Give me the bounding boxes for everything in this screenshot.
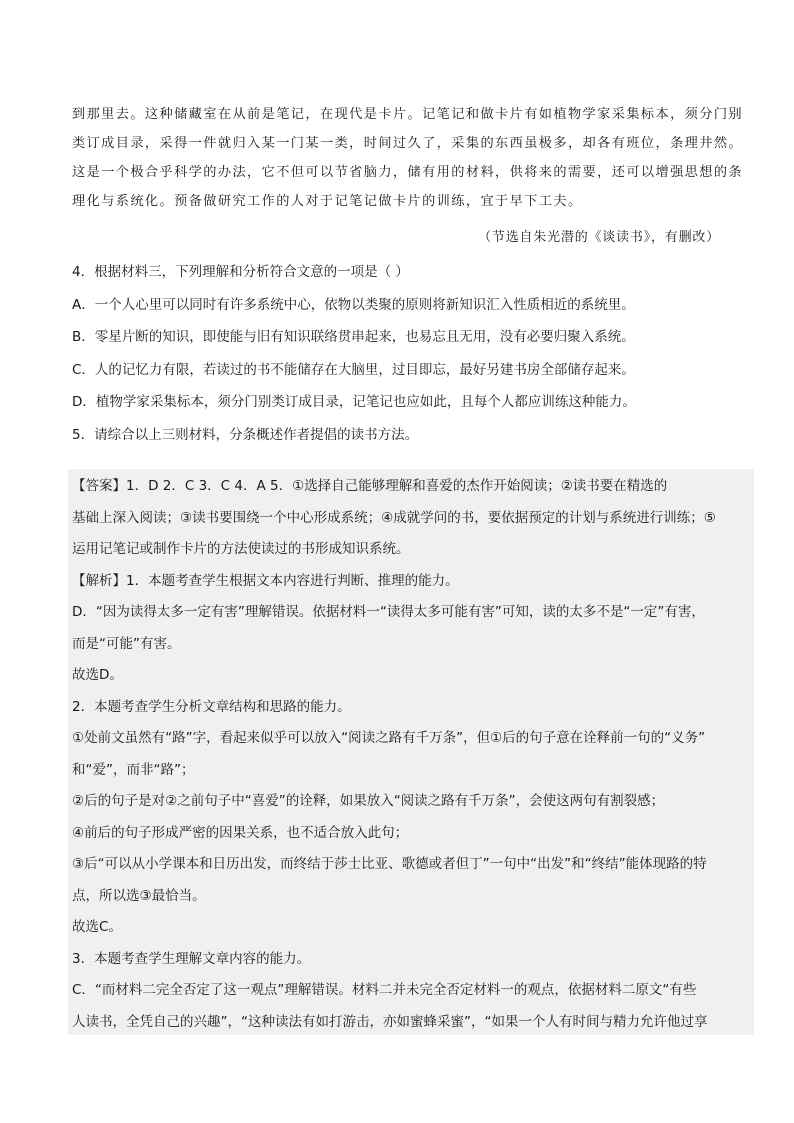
question-list [72, 256, 732, 451]
passage-line: 这是一个极合乎科学的办法，它不但可以节省脑力，储有用的材料，供将来的需要，还可以增强思想的条 [72, 165, 744, 180]
passage-line: 到那里去。这种储藏室在从前是笔记，在现代是卡片。记笔记和做卡片有如植物学家采集标本，须分门别 [72, 107, 744, 122]
question-4-stem: 4．根据材料三，下列理解和分析符合文意的一项是（ ） [72, 264, 409, 280]
analysis-line: 而是“可能”有害。 [72, 635, 181, 652]
question-4-option-b: B．零星片断的知识，即使能与旧有知识联络贯串起来，也易忘且无用，没有必要归聚入系统。 [72, 329, 635, 345]
analysis-line: 故选D。 [72, 667, 123, 683]
analysis-line: ②后的句子是对②之前句子中“喜爱”的诠释，如果放入“阅读之路有千万条”，会使这两句有割裂感； [72, 793, 665, 809]
answer-line: 运用记笔记或制作卡片的方法使读过的书形成知识系统。 [72, 541, 410, 557]
answer-line: 基础上深入阅读；③读书要围绕一个中心形成系统；④成就学问的书，要依据预定的计划与系统进行训练；⑤ [72, 509, 716, 526]
question-5-stem: 5．请综合以上三则材料，分条概述作者提倡的读书方法。 [72, 426, 419, 443]
analysis-line: 【解析】1．本题考查学生根据文本内容进行判断、推理的能力。 [72, 572, 459, 589]
analysis-line: D．“因为读得太多一定有害”理解错误。依据材料一“读得太多可能有害”可知，读的太多不是“一定”有害， [72, 604, 705, 620]
analysis-line: 点，所以选③最恰当。 [72, 887, 206, 904]
question-4-option-a: A．一个人心里可以同时有许多系统中心，依物以类聚的原则将新知识汇入性质相近的系统里。 [72, 296, 635, 313]
analysis-line: ④前后的句子形成严密的因果关系，也不适合放入此句； [72, 824, 409, 841]
answer-line: 【答案】1．D 2．C 3．C 4．A 5．①选择自己能够理解和喜爱的杰作开始阅读；②读书要在精选的 [72, 478, 668, 494]
reading-passage [72, 100, 744, 216]
analysis-line: 人读书，全凭自己的兴趣”，“这种读法有如打游击，亦如蜜蜂采蜜”，“如果一个人有时间与精力允许他过享 [72, 1013, 708, 1030]
passage-line: 理化与系统化。预备做研究工作的人对于记笔记做卡片的训练，宜于早下工夫。 [72, 194, 583, 209]
analysis-line: 2．本题考查学生分析文章结构和思路的能力。 [72, 698, 351, 715]
passage-line: 类订成目录，采得一件就归入某一门某一类，时间过久了，采集的东西虽极多，却各有班位，条理井然。 [72, 136, 744, 151]
analysis-line: ①处前文虽然有“路”字，看起来似乎可以放入“阅读之路有千万条”，但①后的句子意在诠释前一句的“义务” [72, 730, 706, 746]
analysis-line: ③后“可以从小学课本和日历出发，而终结于莎士比亚、歌德或者但丁”一句中“出发”和“终结”能体现路的特 [72, 856, 707, 872]
analysis-line: 和“爱”，而非“路”； [72, 761, 195, 778]
passage-source: （节选自朱光潜的《谈读书》，有删改） [478, 230, 720, 245]
analysis-line: C．“而材料二完全否定了这一观点”理解错误。材料二并未完全否定材料一的观点，依据材料二原文“有些 [72, 982, 697, 998]
analysis-line: 故选C。 [72, 919, 122, 935]
question-4-option-c: C．人的记忆力有限，若读过的书不能储存在大脑里，过目即忘，最好另建书房全部储存起来。 [72, 361, 635, 378]
answer-explanation-box [68, 469, 754, 1035]
question-4-option-d: D．植物学家采集标本，须分门别类订成目录，记笔记也应如此，且每个人都应训练这种能力。 [72, 394, 636, 410]
analysis-line: 3．本题考查学生理解文章内容的能力。 [72, 950, 311, 967]
